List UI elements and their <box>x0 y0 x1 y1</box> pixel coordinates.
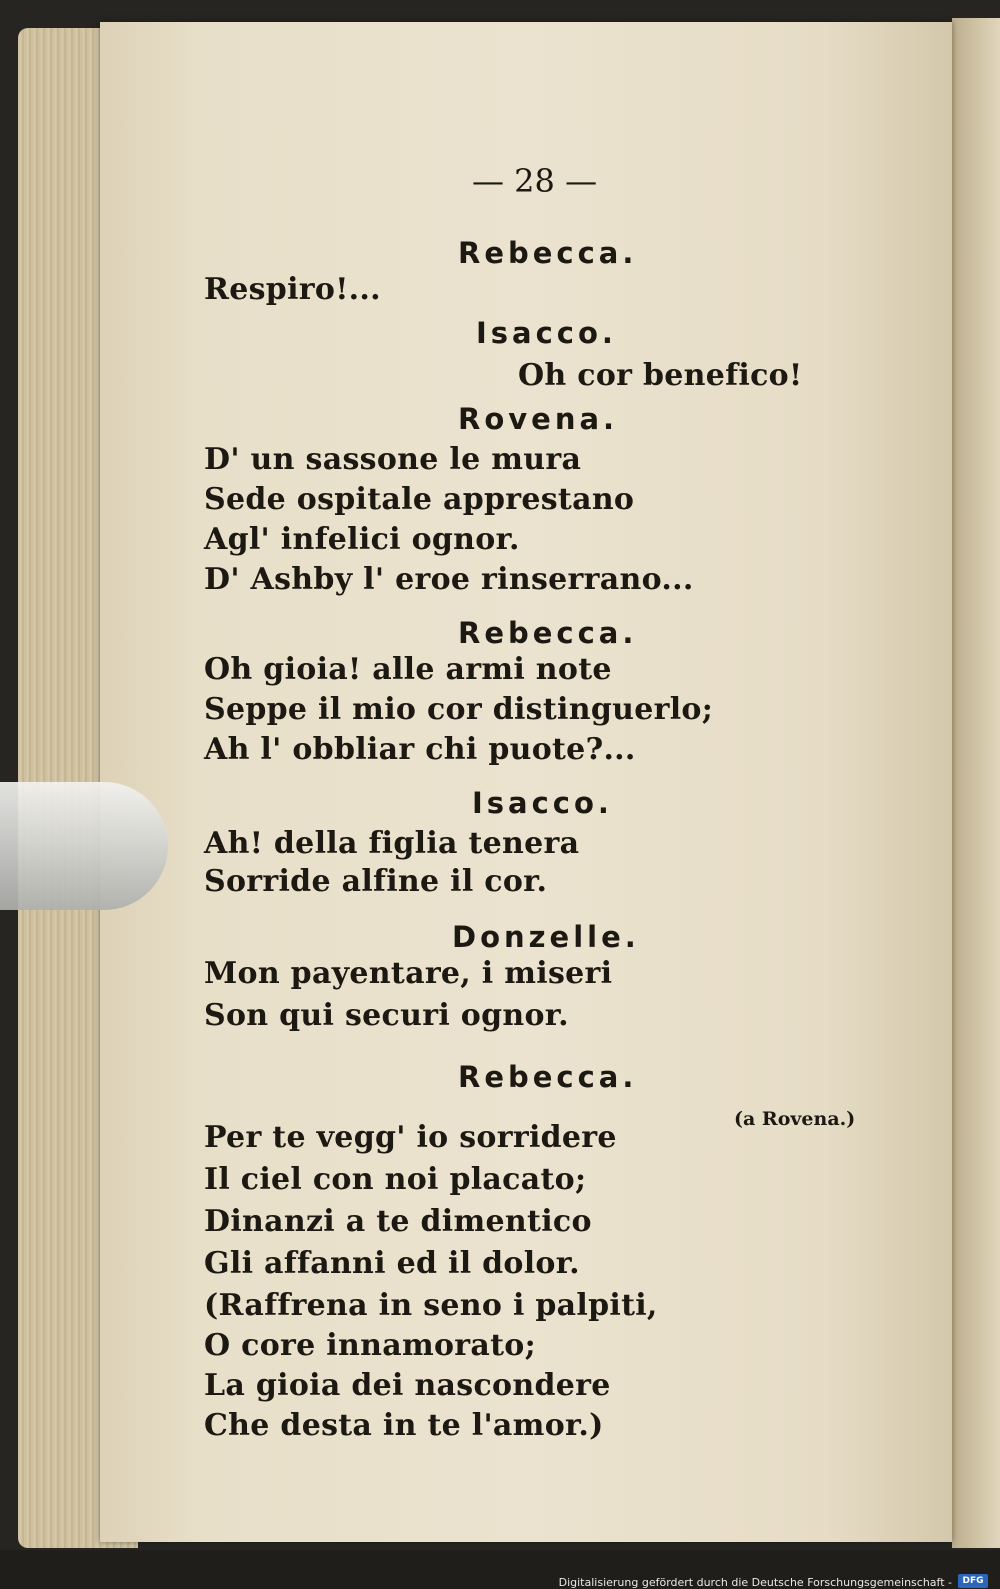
verse-line: Il ciel con noi placato; <box>204 1162 587 1197</box>
dfg-logo: DFG <box>958 1574 988 1588</box>
verse-line: D' Ashby l' eroe rinserrano... <box>204 562 694 597</box>
verse-line: Son qui securi ognor. <box>204 998 569 1033</box>
verse-line: Dinanzi a te dimentico <box>204 1204 592 1239</box>
verse-line: Oh cor benefico! <box>518 358 803 393</box>
verse-line: Ah! della figlia tenera <box>204 826 580 861</box>
speaker-name: Rebecca. <box>458 616 638 650</box>
verse-line: Oh gioia! alle armi note <box>204 652 612 687</box>
verse-line: Ah l' obbliar chi puote?... <box>204 732 636 767</box>
verse-line: Agl' infelici ognor. <box>204 522 520 557</box>
verse-line: (Raffrena in seno i palpiti, <box>204 1288 658 1323</box>
verse-line: D' un sassone le mura <box>204 442 582 477</box>
speaker-name: Donzelle. <box>452 920 640 954</box>
verse-line: Sede ospitale apprestano <box>204 482 635 517</box>
verse-line: Per te vegg' io sorridere <box>204 1120 617 1155</box>
speaker-name: Isacco. <box>472 786 613 820</box>
verse-line: La gioia dei nascondere <box>204 1368 611 1403</box>
verse-line: Gli affanni ed il dolor. <box>204 1246 580 1281</box>
verse-line: Sorride alfine il cor. <box>204 864 548 899</box>
digitization-credit: Digitalisierung gefördert durch die Deutsche Forschungsgemeinschaft - <box>558 1576 952 1589</box>
verse-line: Che desta in te l'amor.) <box>204 1408 604 1443</box>
speaker-name: Isacco. <box>476 316 617 350</box>
speaker-name: Rovena. <box>458 402 619 436</box>
speaker-name: Rebecca. <box>458 1060 638 1094</box>
verse-line: Respiro!... <box>204 272 381 307</box>
verse-line: Seppe il mio cor distinguerlo; <box>204 692 714 727</box>
verse-line: O core innamorato; <box>204 1328 536 1363</box>
speaker-name: Rebecca. <box>458 236 638 270</box>
verse-line: Mon payentare, i miseri <box>204 956 613 991</box>
stage-direction: (a Rovena.) <box>734 1108 856 1130</box>
page-number: — 28 — <box>472 162 598 200</box>
